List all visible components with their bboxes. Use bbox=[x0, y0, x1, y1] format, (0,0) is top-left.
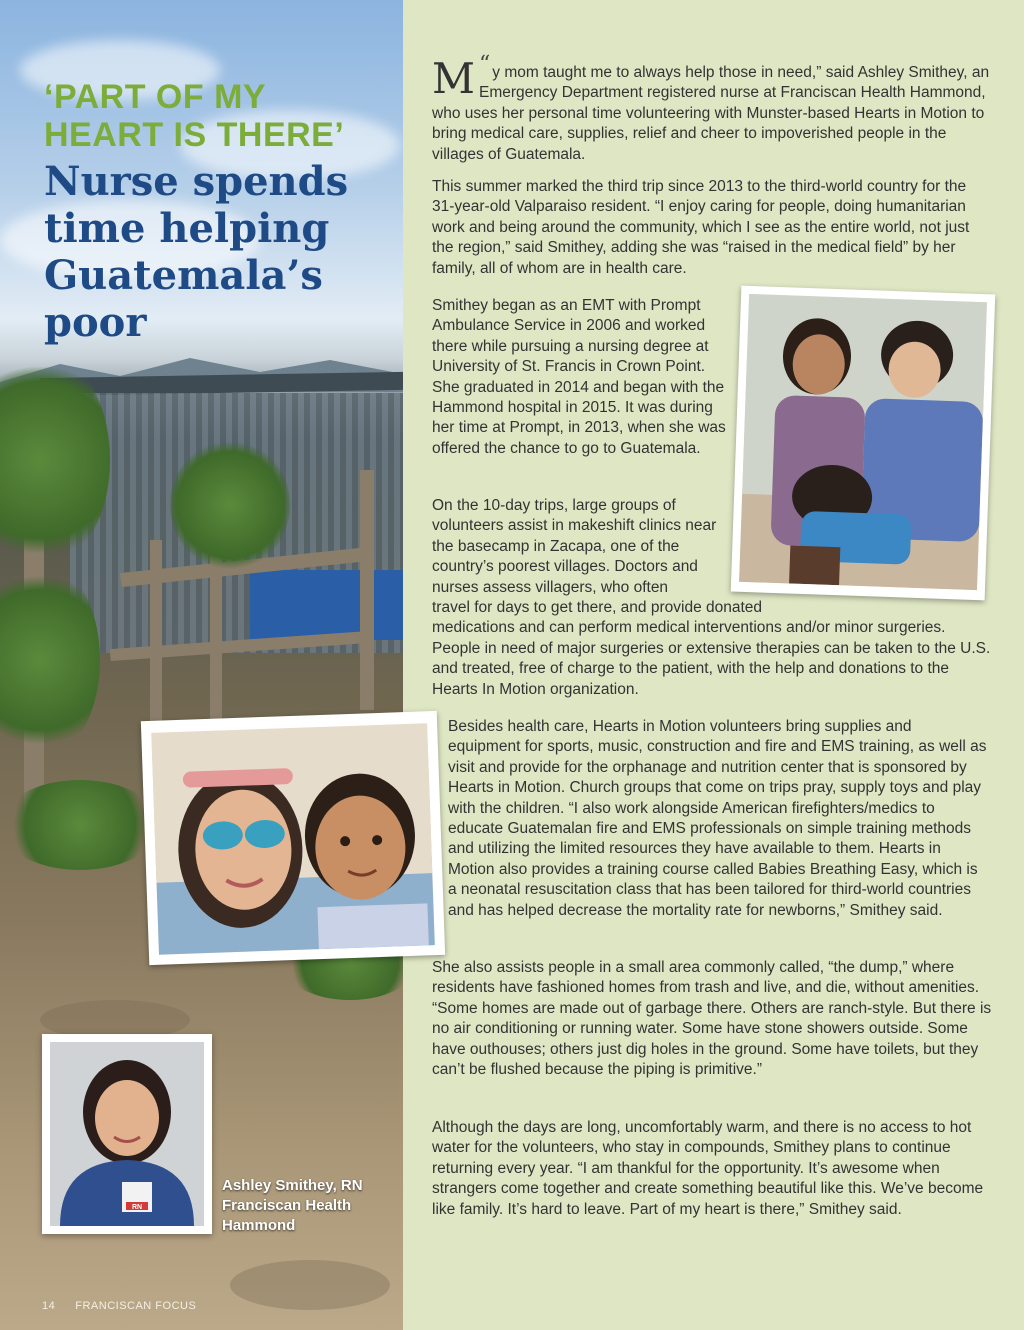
opening-quote-mark: “ bbox=[479, 52, 491, 77]
paragraph-4-part-c: medications and can perform medical interventions and/or minor surgeries. People in need of major surgeries or extensive therapies can be taken to the U.S. and treated, free of charge to the patient, with the help and donations to the Hearts In Motion organization. bbox=[432, 619, 991, 698]
grass bbox=[0, 780, 160, 870]
publication-name: FRANCISCAN FOCUS bbox=[75, 1300, 197, 1312]
article-paragraph-1 bbox=[432, 52, 992, 165]
portrait-illustration bbox=[50, 1042, 204, 1226]
article-paragraph-5: Besides health care, Hearts in Motion volunteers bring supplies and equipment for sports, music, construction and fire and EMS training, as well as visit and provide for the orphanage and nutrition center that is sponsored by Hearts in Motion. Church groups that come on trips pray, supply toys and play with the children. “I also work alongside American firefighters/medics to educate Guatemalan fire and EMS professionals on simple training methods and utilizing the limited resources they have available to them. Hearts in Motion also provides a training course called Babies Breathing Easy, which is a neonatal resuscitation class that has been tailored for third-world countries and has helped decrease the mortality rate for newborns,” Smithey said. bbox=[448, 718, 987, 919]
shrub bbox=[170, 440, 290, 570]
blue-tarp bbox=[250, 570, 403, 640]
article-paragraph-2: This summer marked the third trip since 2013 to the third-world country for the 31-year-old Valparaiso resident. “I enjoy caring for people, doing humanitarian work and being around the community, which I see as the entire world, not just the region,” said Smithey, adding she was “raised in the medical field” by her family, all of whom are in health care. bbox=[432, 178, 970, 277]
page-number: 14 bbox=[42, 1300, 56, 1312]
fence-post bbox=[360, 470, 374, 710]
rn-badge-label: RN bbox=[131, 1204, 143, 1211]
paragraph-4-part-b: travel for days to get there, and provide donated bbox=[432, 599, 763, 617]
article-paragraph-4 bbox=[432, 496, 992, 700]
caption-name: Ashley Smithey, RN bbox=[222, 1177, 363, 1194]
article-paragraph-3: Smithey began as an EMT with Prompt Ambulance Service in 2006 and worked there while pursuing a nursing degree at University of St. Francis in Crown Point. She graduated in 2014 and began with the Hammond hospital in 2015. It was during her time at Prompt, in 2013, when she was offered the chance to go to Guatemala. bbox=[432, 297, 726, 457]
ground-patch bbox=[230, 1260, 390, 1310]
caption-location: Hammond bbox=[222, 1217, 296, 1234]
selfie-illustration bbox=[151, 723, 435, 954]
article-headline: Nurse spends time helping Guatemala’s poor bbox=[44, 158, 349, 346]
paragraph-4-part-a: On the 10-day trips, large groups of volunteers assist in makeshift clinics near the basecamp in Zacapa, one of the country’s poorest villages. Doctors and nurses assess villagers, who often bbox=[432, 497, 717, 596]
selfie-photo-image bbox=[151, 723, 435, 954]
drop-cap: M bbox=[432, 54, 476, 103]
photo-selfie-with-child bbox=[141, 711, 445, 965]
page-footer bbox=[42, 1300, 216, 1312]
caption-org: Franciscan Health bbox=[222, 1197, 352, 1214]
article-paragraph-6: She also assists people in a small area commonly called, “the dump,” where residents have fashioned homes from trash and live, and die, without amenities. “Some homes are made out of garbage there. Others are ranch-style. But there is no air conditioning or running water. Some have stone showers outside. Some have outhouses; others just dig holes in the ground. Some have toilets, but they can’t be flushed because the piping is primitive.” bbox=[432, 959, 992, 1079]
portrait-photo-image bbox=[50, 1042, 204, 1226]
article-kicker: ‘PART OF MY HEART IS THERE’ bbox=[44, 78, 345, 154]
fence-post bbox=[150, 540, 162, 740]
photo-caption bbox=[222, 1176, 400, 1236]
paragraph-1-text: y mom taught me to always help those in need,” said Ashley Smithey, an Emergency Department registered nurse at Franciscan Health Hammond, who uses her personal time volunteering with Munster-based Hearts in Motion to bring medical care, supplies, relief and cheer to impoverished people in the villages of Guatemala. bbox=[432, 64, 990, 163]
article-paragraph-7: Although the days are long, uncomfortably warm, and there is no access to hot water for the volunteers, who stay in compounds, Smithey plans to continue returning every year. “I am thankful for the opportunity. It’s awesome when strangers come together and create something beautiful like this. We’ve become like family. It’s hard to leave. Part of my heart is there,” Smithey said. bbox=[432, 1119, 984, 1218]
photo-portrait-ashley-smithey bbox=[42, 1034, 212, 1234]
